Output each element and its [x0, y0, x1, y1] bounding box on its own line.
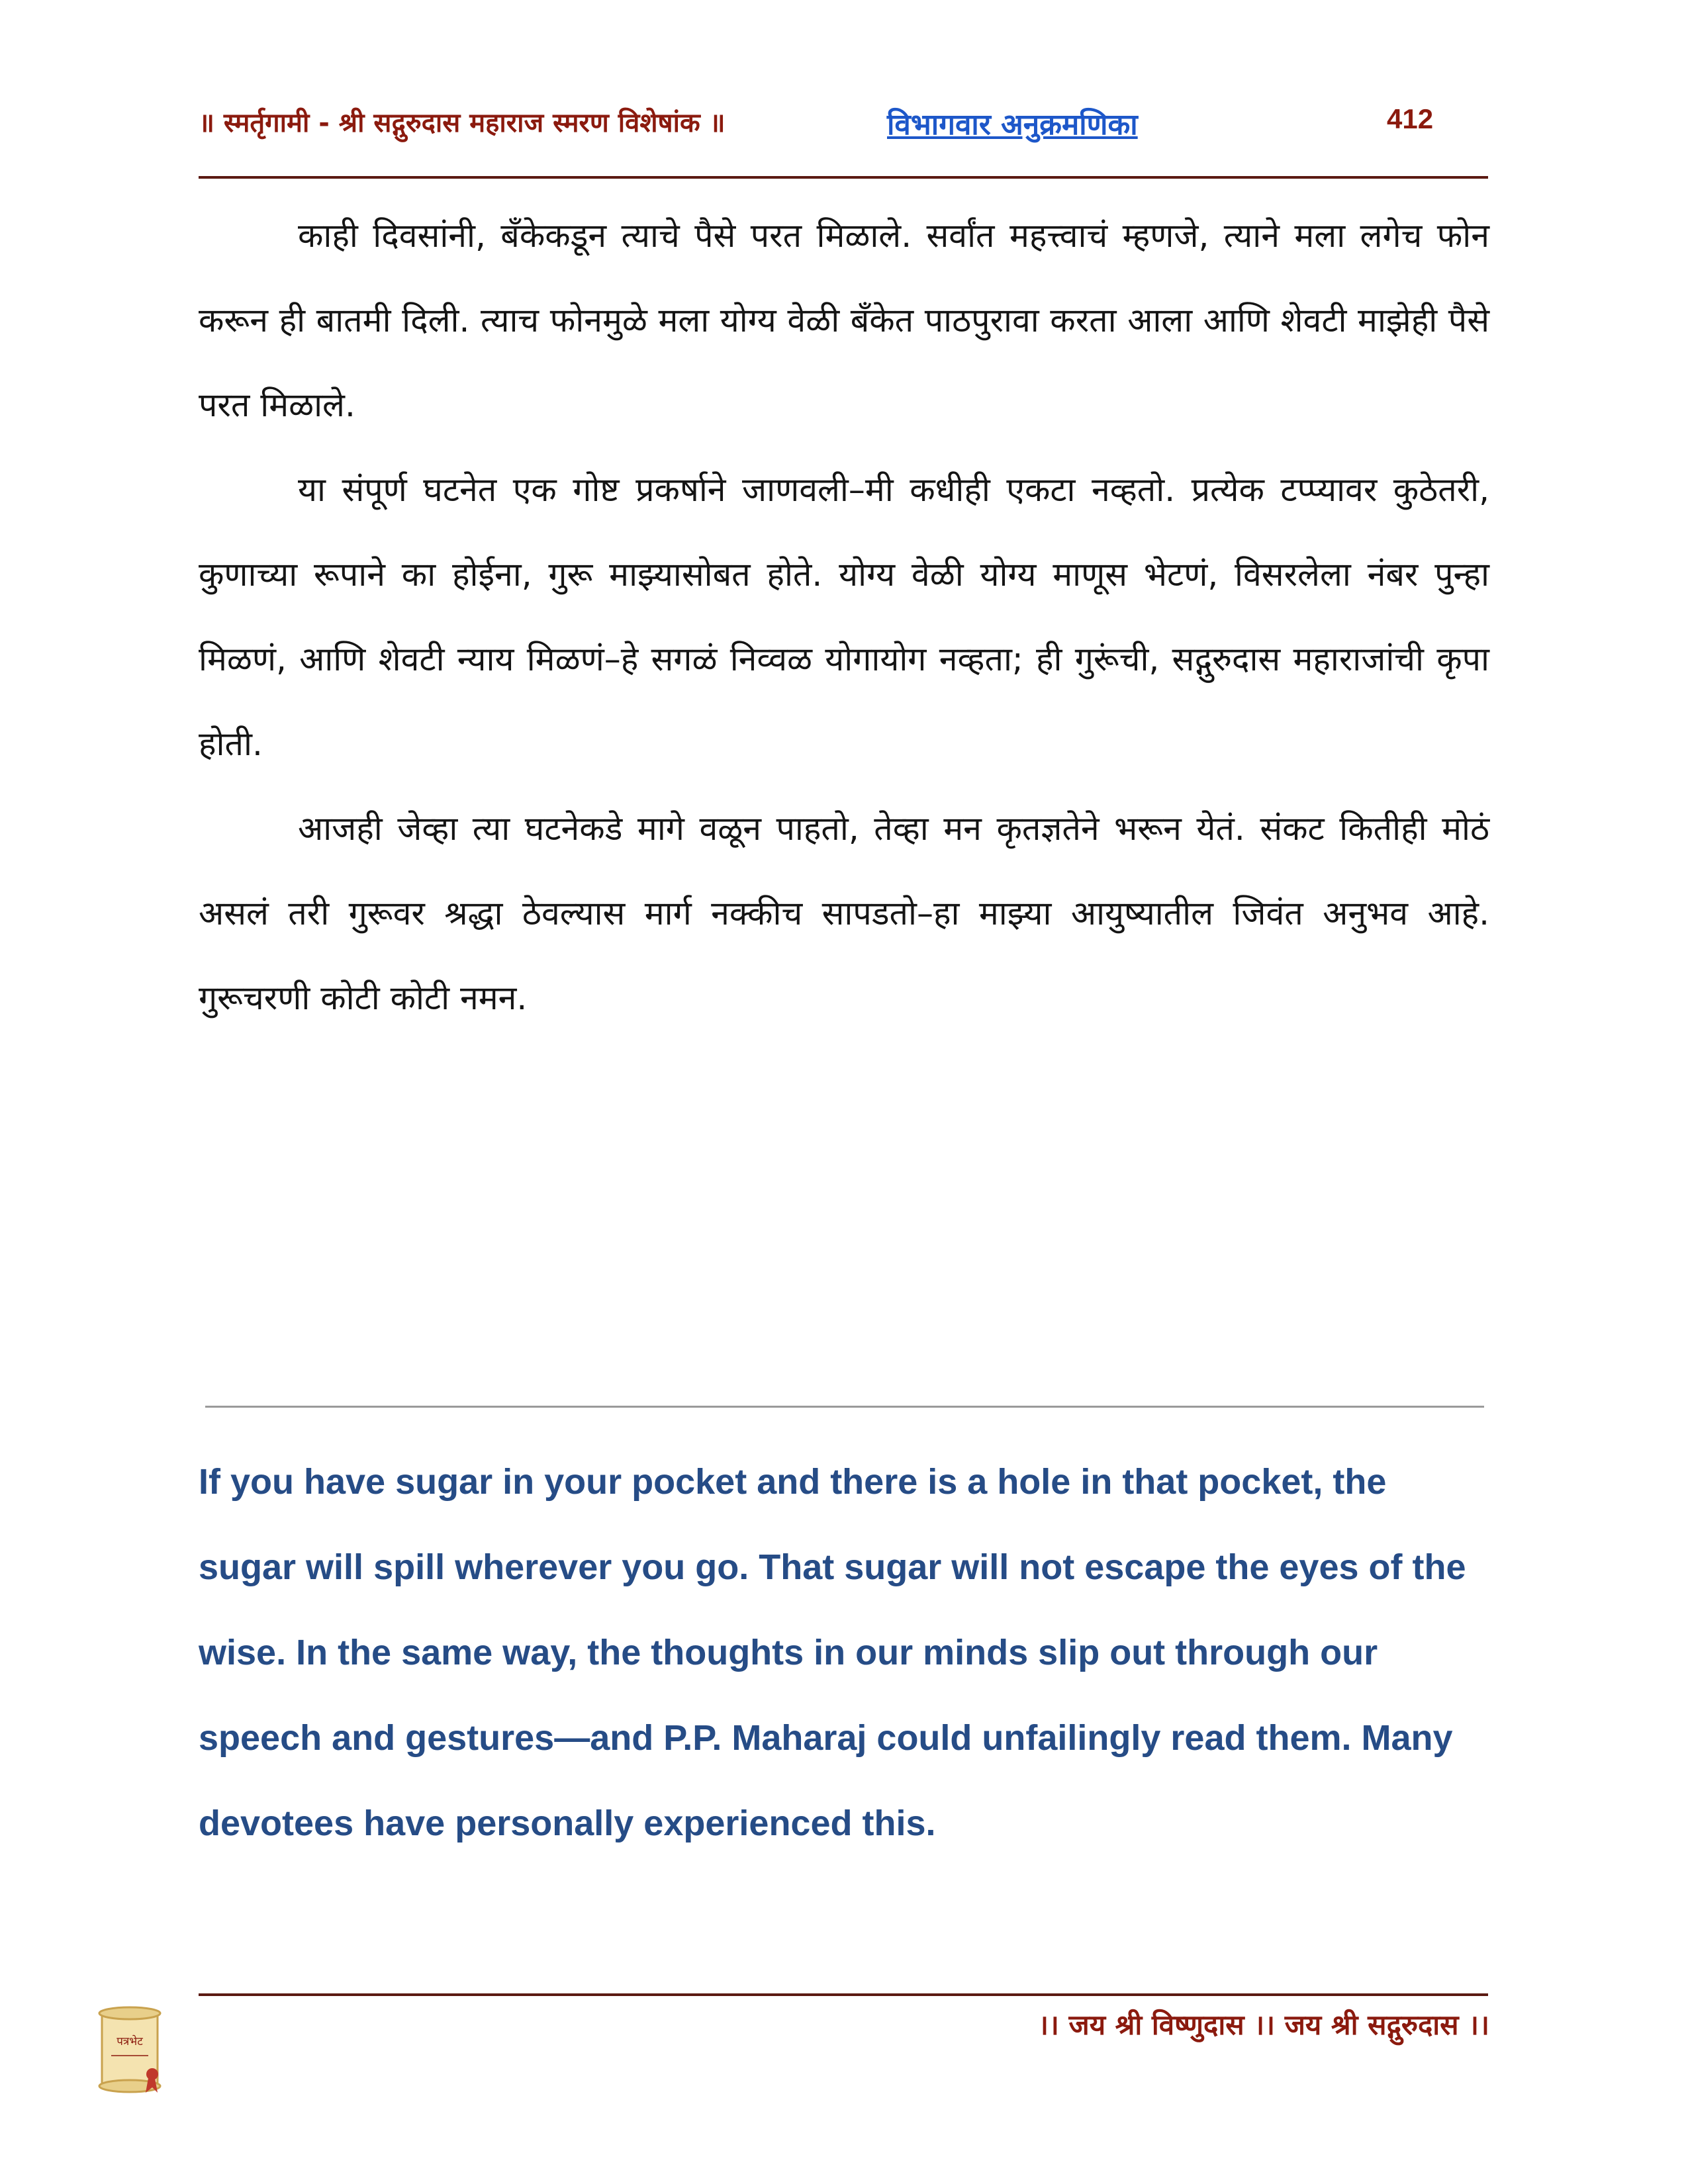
footer-divider — [199, 1993, 1488, 1996]
article-body — [199, 193, 1489, 1040]
section-divider — [205, 1406, 1484, 1408]
footer-text: ।। जय श्री विष्णुदास ।। जय श्री सद्गुरुदास ।। — [1038, 2009, 1489, 2041]
paragraph: या संपूर्ण घटनेत एक गोष्ट प्रकर्षाने जाणवली–मी कधीही एकटा नव्हतो. प्रत्येक टप्प्यावर कुठेतरी, कुणाच्या रूपाने का होईना, गुरू माझ्यासोबत होते. योग्य वेळी योग्य माणूस भेटणं, विसरलेला नंबर पुन्हा मिळणं, आणि शेवटी न्याय मिळणं–हे सगळं निव्वळ योगायोग नव्हता; ही गुरूंची, सद्गुरुदास महाराजांची कृपा होती. — [199, 471, 1489, 763]
paragraph: काही दिवसांनी, बँकेकडून त्याचे पैसे परत मिळाले. सर्वांत महत्त्वाचं म्हणजे, त्याने मला लगेच फोन करून ही बातमी दिली. त्याच फोनमुळे मला योग्य वेळी बँकेत पाठपुरावा करता आला आणि शेवटी माझेही पैसे परत मिळाले. — [199, 216, 1489, 424]
scroll-icon — [94, 2005, 167, 2098]
quote-text: If you have sugar in your pocket and there is a hole in that pocket, the sugar will spill wherever you go. That sugar will not escape the eyes of the wise. In the same way, the thoughts in our minds slip out through our speech and gestures—and P.P. Maharaj could unfailingly read them. Many devotees have personally experienced this. — [199, 1462, 1466, 1843]
paragraph: आजही जेव्हा त्या घटनेकडे मागे वळून पाहतो, तेव्हा मन कृतज्ञतेने भरून येतं. संकट कितीही मोठं असलं तरी गुरूवर श्रद्धा ठेवल्यास मार्ग नक्कीच सापडतो–हा माझ्या आयुष्यातील जिवंत अनुभव आहे. गुरूचरणी कोटी कोटी नमन. — [199, 809, 1489, 1017]
quote-block — [199, 1439, 1489, 1866]
header-title: ॥ स्मर्तृगामी - श्री सद्गुरुदास महाराज स्मरण विशेषांक ॥ — [199, 108, 726, 138]
section-index-link[interactable]: विभागवार अनुक्रमणिका — [887, 108, 1138, 142]
page-number: 412 — [1387, 103, 1434, 134]
logo-text: पत्रभेट — [117, 2035, 143, 2048]
header-divider — [199, 176, 1488, 179]
page-header — [199, 99, 1489, 146]
